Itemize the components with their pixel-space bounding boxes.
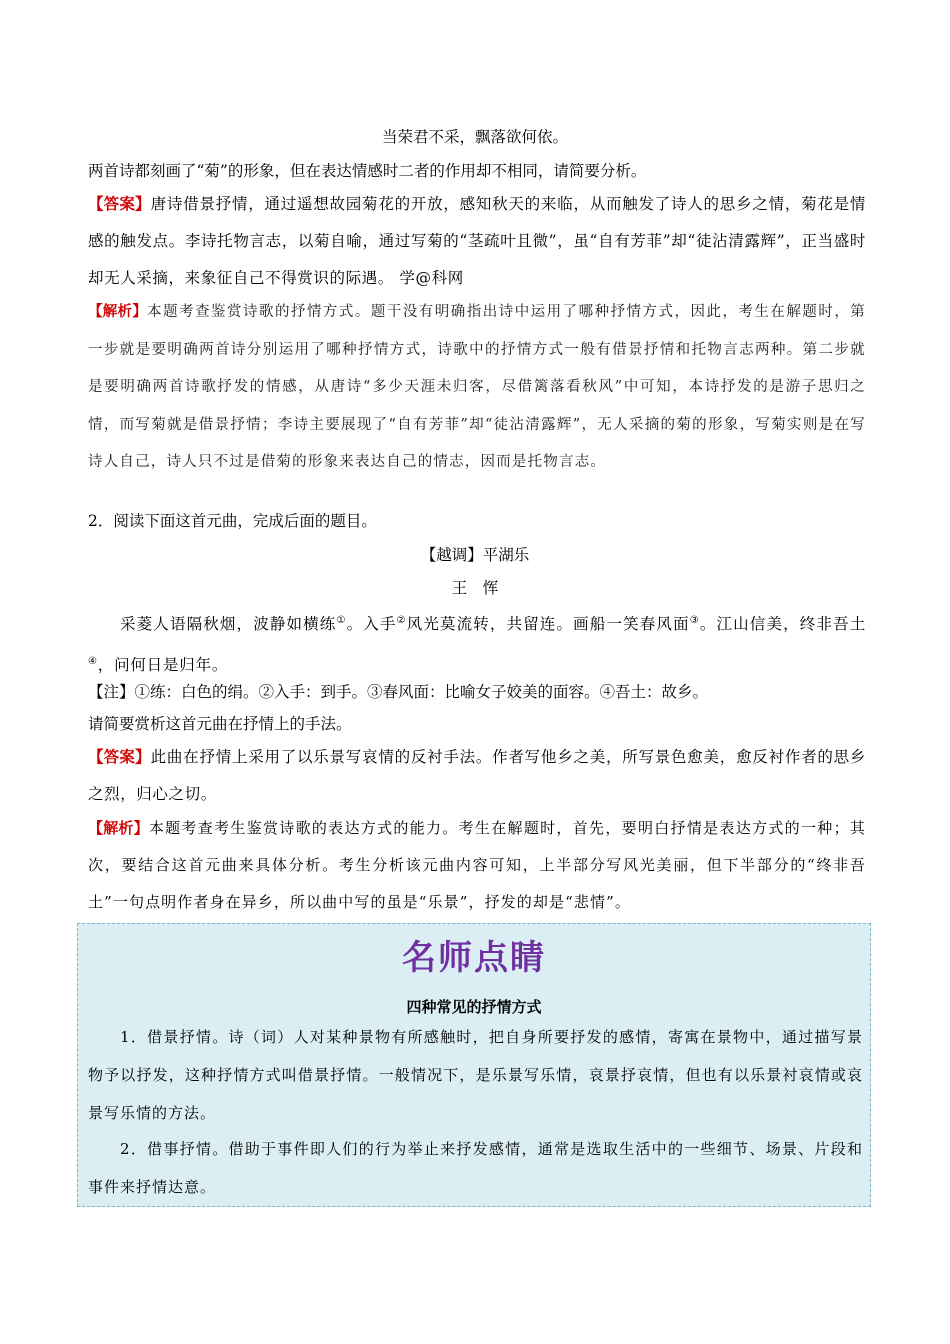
analysis-tag: 【解析】 bbox=[88, 303, 148, 320]
poem-line: 当荣君不采，飘落欲何依。 bbox=[381, 128, 568, 146]
q1-analysis-text: 本题考查鉴赏诗歌的抒情方式。题干没有明确指出诗中运用了哪种抒情方式，因此，考生在解题时，第一步就是要明确两首诗分别运用了哪种抒情方式，诗歌中的抒情方式一般有借景抒情和托物言志两种。第二步就是要明确两首诗歌抒发的情感，从唐诗“多少天涯未归客，尽借篱落看秋风”中可知，本诗抒发的是游子思归之情，而写菊就是借景抒情；李诗主要展现了“自有芳菲”却“徒沾清露辉”，无人采摘的菊的形象，写菊实则是在写诗人自己，诗人只不过是借菊的形象来表达自己的情志，因而是托物言志。 bbox=[88, 304, 866, 470]
q2-analysis-text: 本题考查考生鉴赏诗歌的表达方式的能力。考生在解题时，首先，要明白抒情是表达方式的一种；其次，要结合这首元曲来具体分析。考生分析该元曲内容可知，上半部分写风光美丽，但下半部分的“终非吾土”一句点明作者身在异乡，所以曲中写的虽是“乐景”，抒发的却是“悲情”。 bbox=[88, 819, 866, 911]
q2-author: 王 恽 bbox=[451, 579, 499, 597]
tips-item-1: 1．借景抒情。诗（词）人对某种景物有所感触时，把自身所要抒发的感情，寄寓在景物中，通过描写景物予以抒发，这种抒情方式叫借景抒情。一般情况下，是乐景写乐情，哀景抒哀情，但也有以乐景衬哀情或哀景写乐情的方法。 bbox=[88, 1028, 863, 1122]
tips-box bbox=[77, 923, 871, 1207]
q1-analysis bbox=[88, 293, 866, 482]
footnote-mark: ④ bbox=[88, 656, 98, 668]
answer-tag: 【答案】 bbox=[88, 747, 151, 766]
q2-answer-text: 此曲在抒情上采用了以乐景写哀情的反衬手法。作者写他乡之美，所写景色愈美，愈反衬作者的思乡之烈，归心之切。 bbox=[88, 748, 866, 803]
q2-title: 【越调】平湖乐 bbox=[420, 546, 530, 564]
q2-question: 请简要赏析这首元曲在抒情上的手法。 bbox=[88, 715, 352, 733]
q2-analysis bbox=[88, 810, 866, 921]
q1-question: 两首诗都刻画了“菊”的形象，但在表达情感时二者的作用却不相同，请简要分析。 bbox=[88, 162, 647, 180]
q2-answer bbox=[88, 738, 866, 813]
poem-seg: 。入手 bbox=[346, 615, 397, 634]
q2-note bbox=[88, 681, 862, 703]
footnote-mark: ③ bbox=[689, 615, 700, 626]
tips-subtitle: 四种常见的抒情方式 bbox=[406, 998, 542, 1016]
q2-note-text: 【注】①练：白色的绢。②入手：到手。③春风面：比喻女子姣美的面容。④吾土：故乡。 bbox=[88, 683, 709, 701]
answer-tag: 【答案】 bbox=[88, 194, 151, 213]
footnote-mark: ② bbox=[396, 615, 407, 626]
poem-seg: 采菱人语隔秋烟，波静如横练 bbox=[120, 615, 337, 634]
tips-item-2: 2．借事抒情。借助于事件即人们的行为举止来抒发感情，通常是选取生活中的一些细节、场景、片段和事件来抒情达意。 bbox=[88, 1140, 863, 1196]
poem-seg: 风光莫流转，共留连。画船一笑春风面 bbox=[406, 615, 690, 634]
q2-poem bbox=[88, 602, 866, 684]
poem-seg: 。江山信美，终非吾土 bbox=[699, 615, 867, 634]
q2-prompt: 2．阅读下面这首元曲，完成后面的题目。 bbox=[88, 512, 377, 530]
analysis-tag: 【解析】 bbox=[88, 819, 149, 837]
footnote-mark: ① bbox=[336, 615, 347, 626]
q1-answer bbox=[88, 185, 866, 297]
q1-answer-text: 唐诗借景抒情，通过遥想故园菊花的开放，感知秋天的来临，从而触发了诗人的思乡之情，菊花是情感的触发点。李诗托物言志，以菊自喻，通过写菊的“茎疏叶且微”，虽“自有芳菲”却“徒沾清露辉”，正当盛时却无人采摘，来象征自己不得赏识的际遇。 学@科网 bbox=[88, 195, 866, 287]
poem-seg: ，问何日是归年。 bbox=[97, 656, 229, 675]
tips-title: 名师点睛 bbox=[402, 938, 546, 978]
